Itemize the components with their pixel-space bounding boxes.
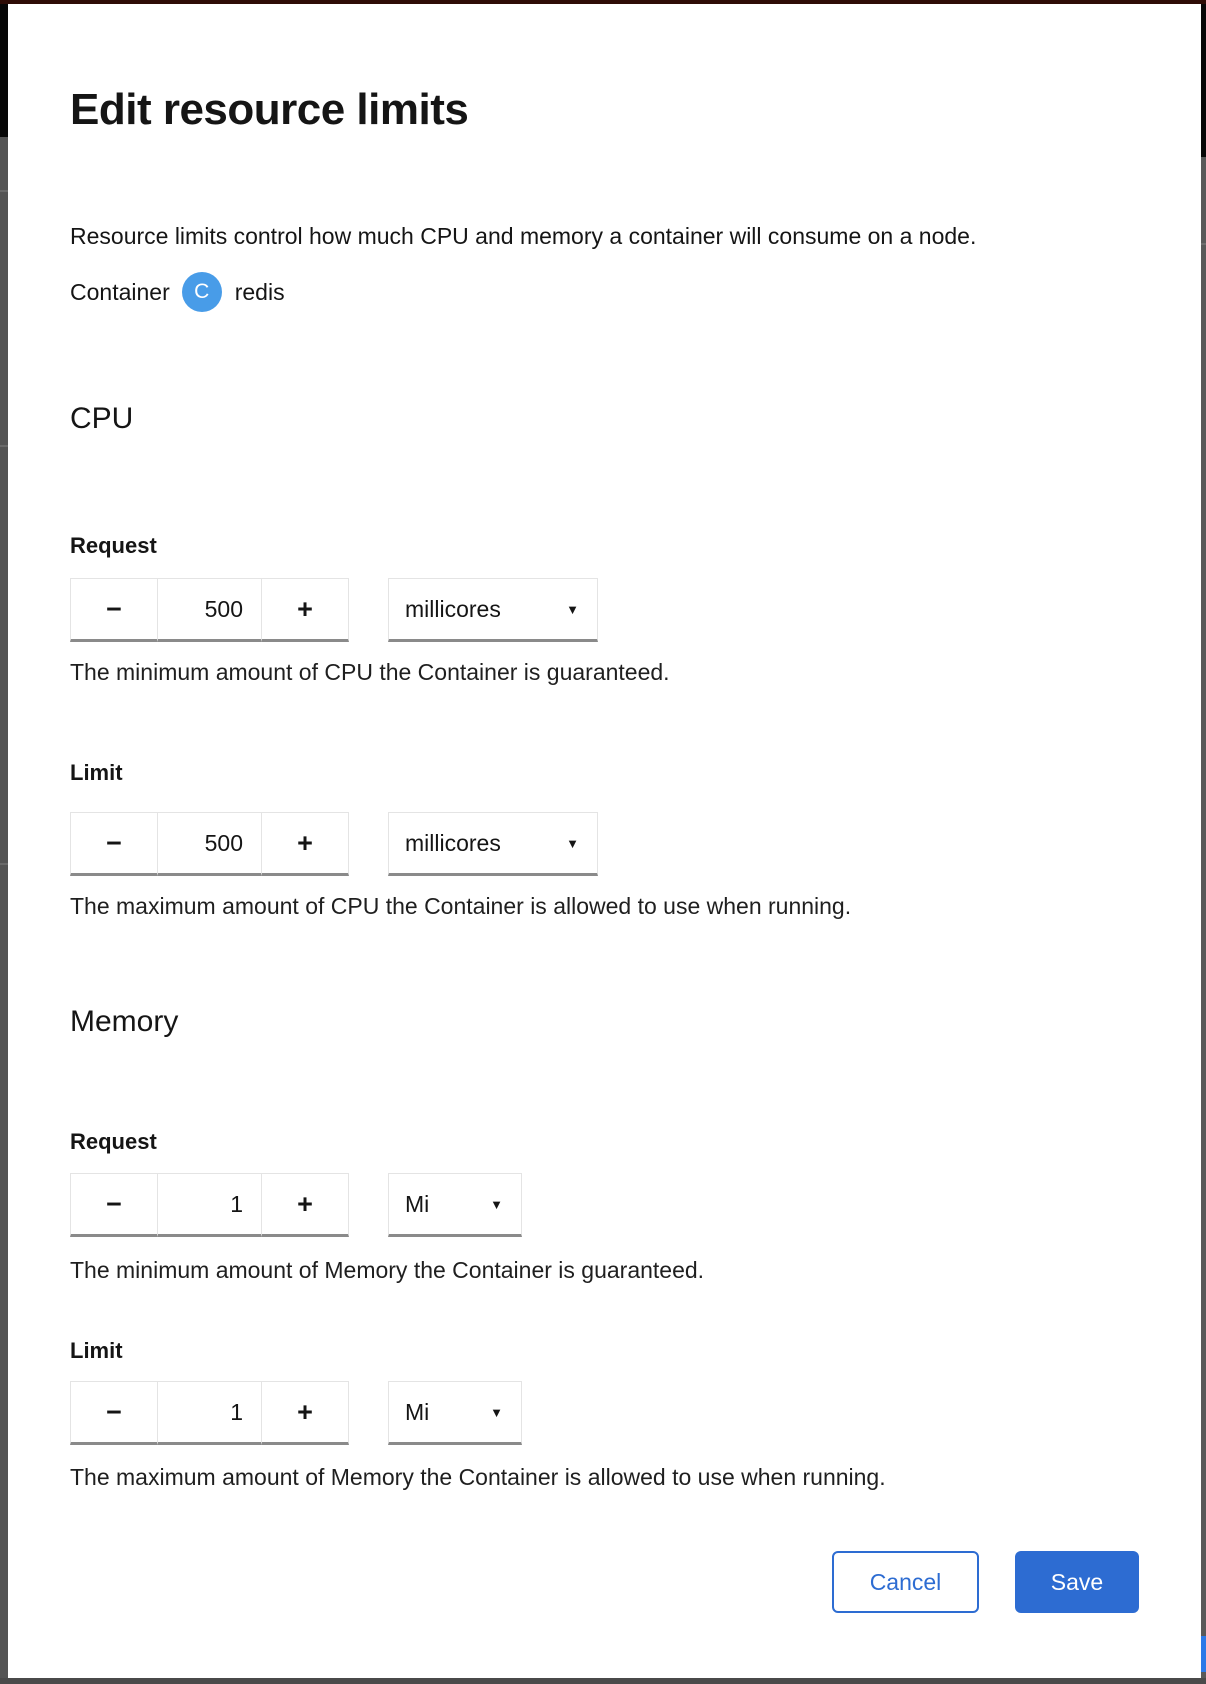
- page-left-edge: [0, 4, 8, 1684]
- page-bottom-edge: [0, 1678, 1206, 1684]
- save-button[interactable]: Save: [1015, 1551, 1139, 1613]
- left-edge-seam: [0, 445, 8, 447]
- minus-icon: −: [106, 1396, 122, 1427]
- unit-selected-value: Mi: [405, 1190, 430, 1217]
- minus-button[interactable]: [70, 1173, 158, 1237]
- cpu-limit-stepper: [70, 812, 349, 876]
- page-right-edge: [1201, 4, 1206, 1684]
- minus-icon: −: [106, 827, 122, 858]
- memory-request-unit-dropdown[interactable]: [388, 1173, 522, 1237]
- right-edge-dark-segment: [1201, 4, 1206, 157]
- unit-selected-value: Mi: [405, 1398, 430, 1425]
- caret-down-icon: ▼: [566, 835, 579, 851]
- section-heading-cpu: CPU: [70, 402, 134, 435]
- left-edge-seam: [0, 190, 8, 192]
- left-edge-seam: [0, 863, 8, 865]
- section-heading-memory: Memory: [70, 1005, 179, 1038]
- right-edge-blue-fleck: [1201, 1636, 1206, 1672]
- page-top-edge: [0, 0, 1206, 4]
- cpu-request-help: The minimum amount of CPU the Container is guaranteed.: [70, 659, 670, 685]
- right-edge-seam: [1201, 243, 1206, 245]
- minus-icon: −: [106, 593, 122, 624]
- memory-limit-input[interactable]: [157, 1381, 262, 1445]
- plus-button[interactable]: [261, 1173, 349, 1237]
- minus-button[interactable]: [70, 1381, 158, 1445]
- cpu-request-controls: [70, 578, 1139, 642]
- plus-icon: +: [297, 1396, 313, 1427]
- cpu-limit-help: The maximum amount of CPU the Container is allowed to use when running.: [70, 893, 852, 919]
- caret-down-icon: ▼: [566, 601, 579, 617]
- container-label: Container: [70, 278, 170, 305]
- cpu-request-stepper: [70, 578, 349, 642]
- plus-icon: +: [297, 1188, 313, 1219]
- plus-icon: +: [297, 827, 313, 858]
- cpu-request-label: Request: [70, 533, 157, 558]
- minus-icon: −: [106, 1188, 122, 1219]
- left-edge-dark-segment: [0, 4, 8, 137]
- unit-selected-value: millicores: [405, 595, 501, 622]
- memory-request-label: Request: [70, 1129, 157, 1154]
- memory-request-input[interactable]: [157, 1173, 262, 1237]
- caret-down-icon: ▼: [490, 1404, 503, 1420]
- cpu-limit-unit-dropdown[interactable]: [388, 812, 598, 876]
- memory-limit-controls: [70, 1381, 1139, 1445]
- plus-button[interactable]: [261, 812, 349, 876]
- memory-limit-label: Limit: [70, 1338, 123, 1363]
- memory-request-controls: [70, 1173, 1139, 1237]
- caret-down-icon: ▼: [490, 1196, 503, 1212]
- cpu-request-input[interactable]: [157, 578, 262, 642]
- modal-description: Resource limits control how much CPU and memory a container will consume on a node.: [70, 223, 977, 249]
- plus-button[interactable]: [261, 578, 349, 642]
- edit-resource-limits-modal: [8, 4, 1201, 1678]
- cpu-request-unit-dropdown[interactable]: [388, 578, 598, 642]
- memory-limit-stepper: [70, 1381, 349, 1445]
- cpu-limit-controls: [70, 812, 1139, 876]
- cpu-limit-input[interactable]: [157, 812, 262, 876]
- cpu-limit-label: Limit: [70, 760, 123, 785]
- minus-button[interactable]: [70, 812, 158, 876]
- plus-button[interactable]: [261, 1381, 349, 1445]
- plus-icon: +: [297, 593, 313, 624]
- container-badge-icon: C: [182, 272, 222, 312]
- container-row: [70, 272, 1139, 312]
- memory-request-help: The minimum amount of Memory the Container is guaranteed.: [70, 1257, 705, 1283]
- cancel-button[interactable]: Cancel: [832, 1551, 979, 1613]
- modal-footer: [70, 1551, 1139, 1613]
- minus-button[interactable]: [70, 578, 158, 642]
- memory-request-stepper: [70, 1173, 349, 1237]
- memory-limit-unit-dropdown[interactable]: [388, 1381, 522, 1445]
- container-name: redis: [234, 278, 285, 305]
- memory-limit-help: The maximum amount of Memory the Container is allowed to use when running.: [70, 1464, 886, 1490]
- unit-selected-value: millicores: [405, 829, 501, 856]
- modal-title: Edit resource limits: [70, 85, 469, 134]
